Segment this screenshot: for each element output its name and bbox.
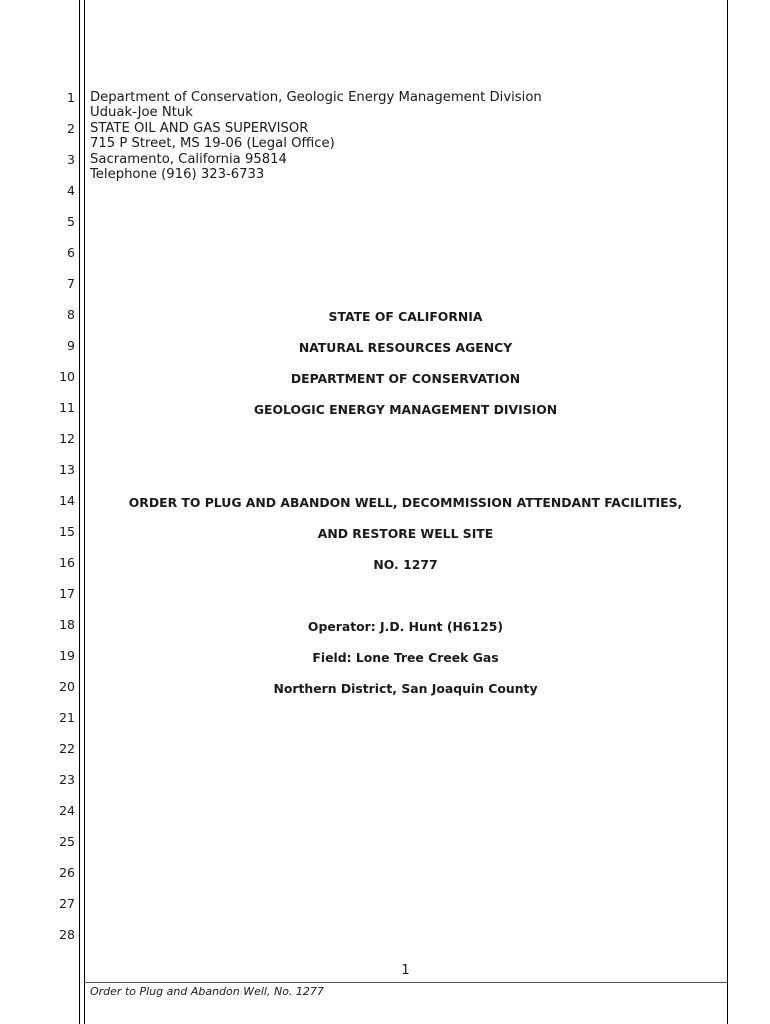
line-number: 19 xyxy=(59,648,75,663)
line-number: 10 xyxy=(59,369,75,384)
city-address: Sacramento, California 95814 xyxy=(90,151,287,167)
line-number: 28 xyxy=(59,927,75,942)
line-number: 1 xyxy=(67,90,75,105)
left-margin-rule-outer xyxy=(79,0,80,1024)
line-number: 26 xyxy=(59,865,75,880)
order-title-line2: AND RESTORE WELL SITE xyxy=(317,526,494,541)
line-number: 22 xyxy=(59,741,75,756)
line-number: 9 xyxy=(67,338,75,353)
caption-agency: NATURAL RESOURCES AGENCY xyxy=(298,340,513,355)
order-number: NO. 1277 xyxy=(373,557,438,572)
right-margin-rule xyxy=(727,0,728,1024)
counsel-header xyxy=(90,90,710,182)
operator: Operator: J.D. Hunt (H6125) xyxy=(307,619,504,634)
line-number: 15 xyxy=(59,524,75,539)
line-number: 8 xyxy=(67,307,75,322)
line-number: 7 xyxy=(67,276,75,291)
line-number: 16 xyxy=(59,555,75,570)
line-number: 4 xyxy=(67,183,75,198)
line-number: 20 xyxy=(59,679,75,694)
line-number: 21 xyxy=(59,710,75,725)
line-number: 12 xyxy=(59,431,75,446)
line-number: 24 xyxy=(59,803,75,818)
supervisor-title: STATE OIL AND GAS SUPERVISOR xyxy=(90,120,309,136)
footer-divider xyxy=(84,982,727,983)
line-number: 17 xyxy=(59,586,75,601)
telephone: Telephone (916) 323-6733 xyxy=(90,167,265,183)
supervisor-name: Uduak-Joe Ntuk xyxy=(90,105,193,121)
field: Field: Lone Tree Creek Gas xyxy=(312,650,499,665)
caption-department: DEPARTMENT OF CONSERVATION xyxy=(290,371,521,386)
footer-title: Order to Plug and Abandon Well, No. 1277 xyxy=(90,985,324,998)
order-title-line1: ORDER TO PLUG AND ABANDON WELL, DECOMMISSION ATTENDANT FACILITIES, xyxy=(128,495,683,510)
line-number: 3 xyxy=(67,152,75,167)
line-number: 11 xyxy=(59,400,75,415)
caption-state: STATE OF CALIFORNIA xyxy=(328,309,483,324)
line-number: 13 xyxy=(59,462,75,477)
line-number: 25 xyxy=(59,834,75,849)
line-number: 27 xyxy=(59,896,75,911)
district: Northern District, San Joaquin County xyxy=(273,681,538,696)
left-margin-rule-inner xyxy=(84,0,85,1024)
caption-division: GEOLOGIC ENERGY MANAGEMENT DIVISION xyxy=(253,402,558,417)
line-number: 5 xyxy=(67,214,75,229)
line-number: 2 xyxy=(67,121,75,136)
line-number: 18 xyxy=(59,617,75,632)
line-number: 6 xyxy=(67,245,75,260)
street-address: 715 P Street, MS 19-06 (Legal Office) xyxy=(90,136,335,152)
agency-line: Department of Conservation, Geologic Energy Management Division xyxy=(90,90,542,105)
line-number: 14 xyxy=(59,493,75,508)
line-number: 23 xyxy=(59,772,75,787)
page-number: 1 xyxy=(401,963,410,978)
